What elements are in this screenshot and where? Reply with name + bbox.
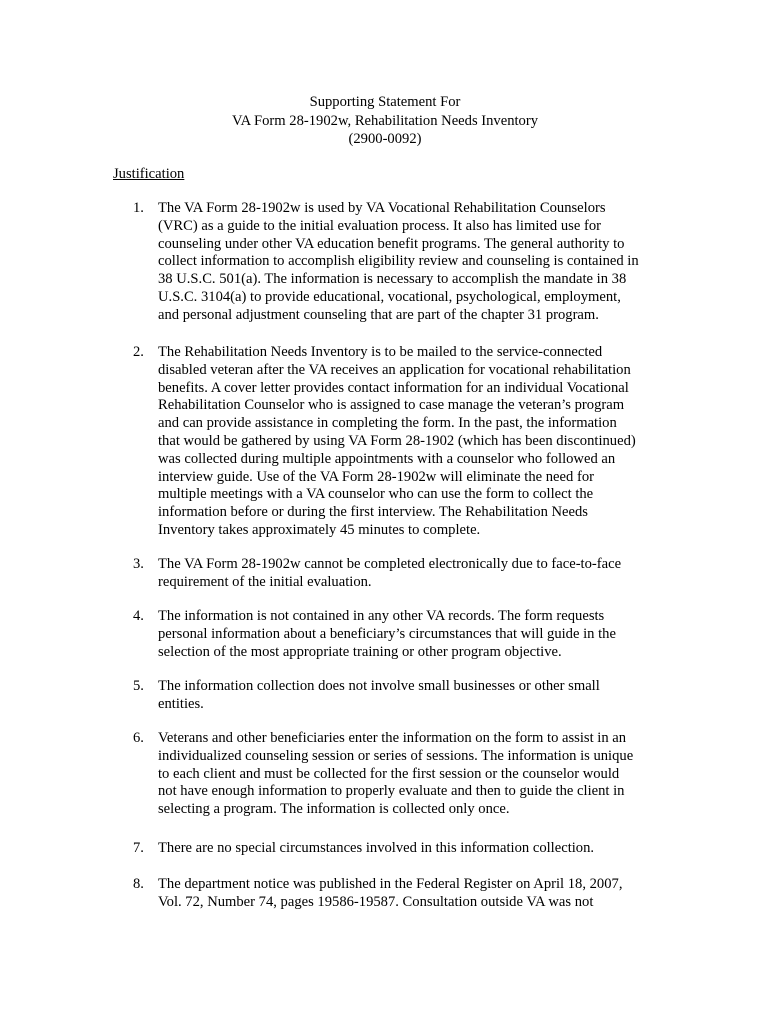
list-item-number: 6. [133,730,144,746]
list-item-number: 1. [133,200,144,216]
list-item-text [158,200,668,325]
list-item-line: The VA Form 28-1902w is used by VA Vocational Rehabilitation Counselors [158,200,606,216]
title-line-3: (2900-0092) [348,131,422,147]
title-line-2: VA Form 28-1902w, Rehabilitation Needs Inventory [231,112,539,129]
list-item-number: 4. [133,608,144,624]
list-item-line: Vol. 72, Number 74, pages 19586-19587. Consultation outside VA was not [158,893,594,910]
list-item-line: disabled veteran after the VA receives an application for vocational rehabilitation [158,361,631,378]
list-item-text [158,608,668,661]
list-item-text [158,678,668,714]
list-item-line: information before or during the first interview. The Rehabilitation Needs [158,504,588,521]
list-item-line: The department notice was published in the Federal Register on April 18, 2007, [158,876,623,892]
list-item-line: The Rehabilitation Needs Inventory is to be mailed to the service-connected [158,344,603,360]
list-item-line: collect information to accomplish eligibility review and counseling is contained in [158,253,639,270]
document-title [0,93,770,149]
title-line-1: Supporting Statement For [309,94,461,110]
list-item-line: interview guide. Use of the VA Form 28-1902w will eliminate the need for [158,468,594,485]
list-item-line: that would be gathered by using VA Form 28-1902 (which has been discontinued) [158,432,636,449]
list-item-line: Rehabilitation Counselor who is assigned to case manage the veteran’s program [158,397,625,414]
list-item-number: 5. [133,678,144,694]
list-item-number: 3. [133,556,144,572]
list-item-line: selection of the most appropriate training or other program objective. [158,643,562,660]
list-item-line: Inventory takes approximately 45 minutes to complete. [158,521,481,538]
list-item-number: 2. [133,344,144,360]
list-item-line: Veterans and other beneficiaries enter the information on the form to assist in an [158,730,627,746]
list-item-line: individualized counseling session or series of sessions. The information is unique [158,747,634,764]
list-item-line: The information collection does not involve small businesses or other small [158,678,600,694]
section-heading-justification: Justification [113,166,185,182]
list-item-text [158,840,668,858]
list-item-line: multiple meetings with a VA counselor who can use the form to collect the [158,486,594,503]
list-item-line: 38 U.S.C. 501(a). The information is necessary to accomplish the mandate in 38 [158,271,627,288]
list-item-text [158,344,668,540]
list-item-line: benefits. A cover letter provides contact information for an individual Vocational [158,379,629,396]
list-item-number: 8. [133,876,144,892]
list-item-line: entities. [158,695,204,712]
list-item-text [158,730,668,819]
list-item-line: The information is not contained in any other VA records. The form requests [158,608,605,624]
list-item-line: and can provide assistance in completing the form. In the past, the information [158,415,617,432]
list-item-text [158,876,668,912]
list-item-line: to each client and must be collected for the first session or the counselor would [158,765,620,782]
list-item-line: There are no special circumstances involved in this information collection. [158,840,595,856]
list-item-line: requirement of the initial evaluation. [158,573,372,590]
list-item-line: (VRC) as a guide to the initial evaluation process. It also has limited use for [158,217,601,234]
list-item-line: was collected during multiple appointments with a counselor who followed an [158,450,616,467]
list-item-line: and personal adjustment counseling that are part of the chapter 31 program. [158,306,599,323]
list-item-line: counseling under other VA education benefit programs. The general authority to [158,235,625,252]
list-item-number: 7. [133,840,144,856]
list-item-line: personal information about a beneficiary’s circumstances that will guide in the [158,625,616,642]
list-item-line: selecting a program. The information is collected only once. [158,801,510,818]
list-item-line: not have enough information to properly evaluate and then to guide the client in [158,783,625,800]
list-item-line: U.S.C. 3104(a) to provide educational, vocational, psychological, employment, [158,288,621,305]
list-item-line: The VA Form 28-1902w cannot be completed electronically due to face-to-face [158,556,622,572]
list-item-text [158,556,668,592]
